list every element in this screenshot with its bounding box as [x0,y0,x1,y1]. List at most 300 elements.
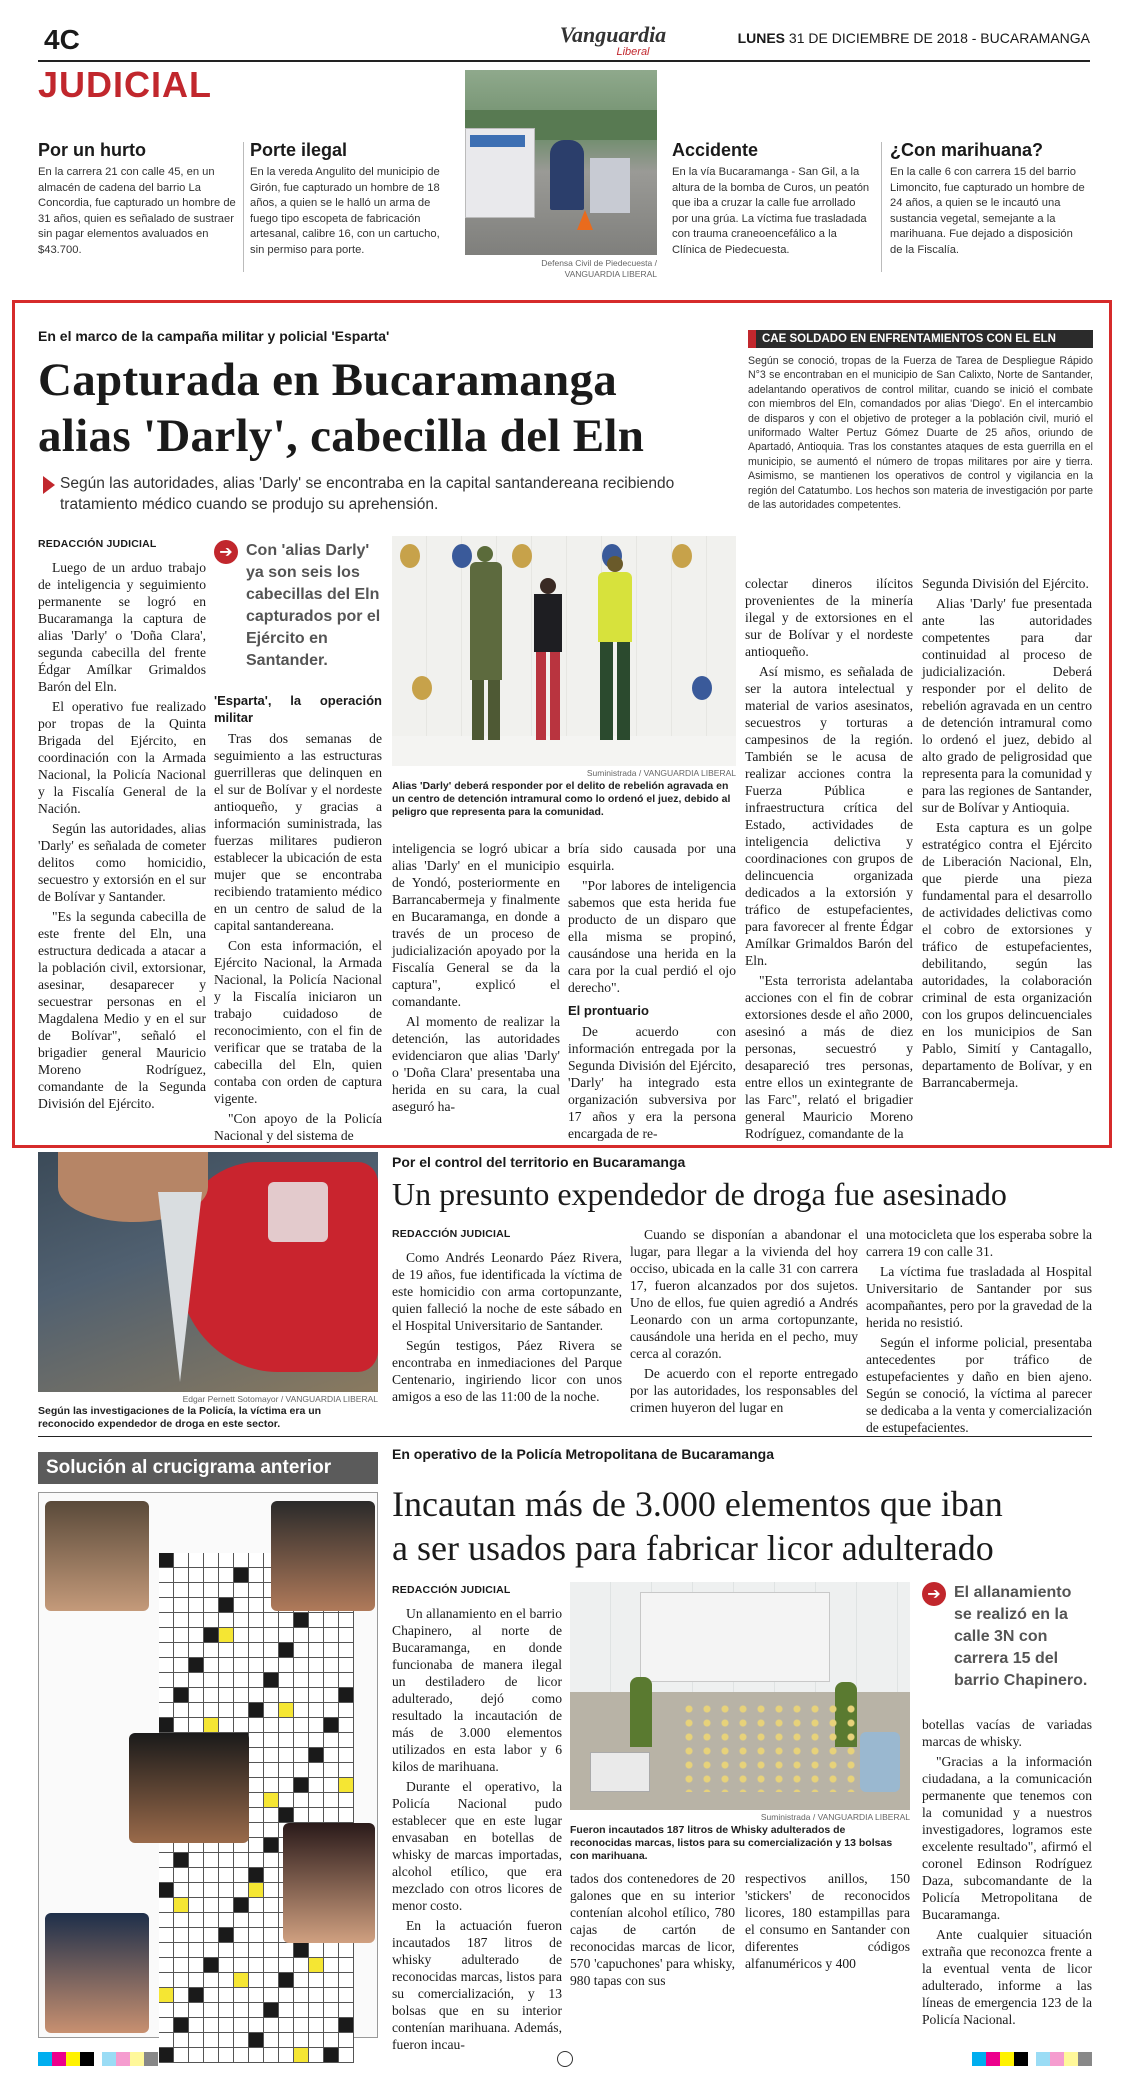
crossword-cell [204,1973,219,1988]
sidebar-body: Según se conoció, tropas de la Fuerza de Tarea de Despliegue Rápido N°3 se encontraban en el municipio de San Calixto, Norte de Santander, adelantando operativos de control militar, cuando se inició el combate con miembros del Eln, comandados por alias 'Diego'. En el intercambio de disparos y con el objetivo de proteger a la población civil, murió el uniformado Walter Pertuz Gómez Duarte de 25 años, oriundo de Apartadó, Antioquia. Tras los constantes ataques de esta guerrilla en el municipio, se aumentó el número de tropas militares por aire y tierra. Asimismo, se mantienen los operativos de control y vigilancia en la región del Catatumbo. Los hechos son materia de investigación por parte de las autoridades competentes. [748,355,1093,512]
crossword-cell [204,1943,219,1958]
crossword-cell [294,1808,309,1823]
crossword-cell [249,1628,264,1643]
main-kicker: En el marco de la campaña militar y policial 'Esparta' [38,328,390,344]
crossword-cell [324,1628,339,1643]
crossword-cell [219,1868,234,1883]
paragraph: Según las autoridades, alias 'Darly' es señalada de cometer delitos como homicidio, secuestro y extorsión en el sur de Bolívar y Santander. [38,821,206,904]
crossword-cell [339,2003,354,2018]
crossword-cell [219,2003,234,2018]
crossword-cell [279,2003,294,2018]
crossword-cell [219,1988,234,2003]
paragraph: El operativo fue realizado por tropas de la Quinta Brigada del Ejército, en coordinación con la Armada Nacional, la Policía Nacional y la Fiscalía General de la Nación. [38,699,206,816]
paragraph: respectivos anillos, 150 'stickers' de reconocidos licores, 180 estampillas para el consumo en Santander con diferentes códigos alfanuméricos y 400 [745,1871,910,1971]
crossword-cell [159,1973,174,1988]
crossword-cell [189,2033,204,2048]
crossword-cell [294,1613,309,1628]
crossword-cell [204,1703,219,1718]
crossword-cell [219,1643,234,1658]
crossword-cell [294,1748,309,1763]
crossword-cell [234,1553,249,1568]
crossword-cell [204,1883,219,1898]
crossword-solution [38,1492,378,2038]
crossword-cell [264,1868,279,1883]
crossword-cell [324,1673,339,1688]
crossword-cell [264,1658,279,1673]
page-date [738,30,1090,46]
crossword-cell [264,1748,279,1763]
crossword-cell [309,1673,324,1688]
story2-column-2 [630,1226,858,1426]
crossword-cell [264,1628,279,1643]
crossword-cell [294,1628,309,1643]
crossword-cell [219,1853,234,1868]
crossword-cell [159,1613,174,1628]
crossword-cell [324,1613,339,1628]
crossword-cell [294,1988,309,2003]
crossword-cell [204,2018,219,2033]
crossword-cell [264,1703,279,1718]
seizure-photo [570,1582,910,1810]
crossword-cell [219,2018,234,2033]
crossword-cell [264,1928,279,1943]
paragraph: Como Andrés Leonardo Páez Rivera, de 19 años, fue identificada la víctima de este homicidio con arma cortopunzante, quien falleció la noche de este sábado en el Hospital Universitario de Santander. [392,1250,622,1333]
crossword-cell [279,1808,294,1823]
crossword-title: Solución al crucigrama anterior [38,1452,378,1484]
crossword-cell [219,1553,234,1568]
crossword-cell [324,1748,339,1763]
knife-photo-credit: Edgar Pernett Sotomayor / VANGUARDIA LIBERAL [182,1394,378,1404]
crossword-cell [339,1673,354,1688]
paragraph: De acuerdo con información entregada por la Segunda División del Ejército, 'Darly' ha integrado esta organización subversiva por 17 años y era la persona encargada de re- [568,1024,736,1141]
story3-column-4 [922,1716,1092,2032]
crossword-cell [264,1973,279,1988]
seizure-photo-credit: Suministrada / VANGUARDIA LIBERAL [760,1812,910,1822]
crossword-cell [159,1583,174,1598]
paragraph: una motocicleta que los esperaba sobre la carrera 19 con calle 31. [866,1227,1092,1259]
crossword-cell [219,1883,234,1898]
crossword-cell [249,1898,264,1913]
crossword-cell [204,1958,219,1973]
crossword-cell [219,1898,234,1913]
crossword-cell [159,1853,174,1868]
crossword-cell [339,1688,354,1703]
portrait [45,1501,149,1611]
crossword-cell [339,1778,354,1793]
crossword-cell [234,2018,249,2033]
crossword-cell [339,1748,354,1763]
crossword-cell [294,1673,309,1688]
crossword-cell [204,1628,219,1643]
crossword-cell [294,1658,309,1673]
crossword-cell [219,1568,234,1583]
crossword-cell [174,1643,189,1658]
crossword-cell [189,1868,204,1883]
crossword-cell [159,1928,174,1943]
sidebar-title [748,330,1093,348]
crossword-cell [234,1958,249,1973]
crossword-cell [234,1988,249,2003]
main-photo-credit: Suministrada / VANGUARDIA LIBERAL [586,768,736,778]
crossword-cell [264,1838,279,1853]
crossword-cell [249,1883,264,1898]
crossword-cell [219,1718,234,1733]
subhead-prontuario: El prontuario [568,1003,649,1018]
crossword-cell [189,1958,204,1973]
crossword-cell [234,1913,249,1928]
crossword-cell [264,1988,279,2003]
crossword-cell [189,1718,204,1733]
crossword-cell [249,1808,264,1823]
crossword-cell [279,2018,294,2033]
deck-marker-icon [43,476,55,494]
crossword-cell [279,1988,294,2003]
crossword-cell [249,1688,264,1703]
crossword-cell [309,1748,324,1763]
crossword-cell [159,1703,174,1718]
crossword-cell [174,1988,189,2003]
crossword-cell [159,1913,174,1928]
crossword-cell [324,1793,339,1808]
crossword-cell [339,1718,354,1733]
crossword-cell [249,1868,264,1883]
main-column-3 [392,840,560,1140]
crossword-cell [189,1613,204,1628]
paragraph: Alias 'Darly' fue presentada ante las autoridades competentes para dar continuidad al proceso de judicialización. Deberá responder por el delito de rebelión agravada en un centro de detención intramural como lo ordenó el juez, debido al alto grado de peligrosidad que representa para la comunidad y para las regiones de Santander, sur de Bolívar y Antioquia. [922,596,1092,815]
crossword-cell [204,1583,219,1598]
paragraph: "Es la segunda cabecilla de este frente del Eln, una estructura dedicada a atacar a la población civil, extorsionar, asesinar, desaparecer y secuestrar personas en el Magdalena Medio y en el sur de Bolívar", señaló el brigadier general Mauricio Moreno Rodríguez, comandante de la Segunda División del Ejército. [38,909,206,1111]
crossword-cell [264,2003,279,2018]
story3-pull-quote [922,1582,1092,1692]
crossword-cell [174,1703,189,1718]
crossword-cell [294,2003,309,2018]
story3-column-3 [745,1870,910,2030]
crossword-cell [339,1763,354,1778]
crossword-cell [309,1988,324,2003]
brief-title: ¿Con marihuana? [890,140,1044,160]
crossword-cell [219,2033,234,2048]
page-number: 4C [44,24,80,55]
arrow-right-icon: ➔ [922,1582,946,1606]
crossword-cell [339,1643,354,1658]
crossword-cell [219,1613,234,1628]
crossword-cell [309,1793,324,1808]
sidebar-title-text: CAE SOLDADO EN ENFRENTAMIENTOS CON EL ELN [762,333,1056,345]
story3-headline-line2: a ser usados para fabricar licor adulterado [392,1528,994,1568]
crossword-cell [234,1928,249,1943]
crossword-cell [309,1628,324,1643]
crossword-cell [279,1703,294,1718]
crossword-cell [324,2018,339,2033]
main-byline: REDACCIÓN JUDICIAL [38,538,157,550]
crossword-cell [294,1958,309,1973]
crossword-cell [234,1658,249,1673]
paragraph: Tras dos semanas de seguimiento a las estructuras guerrilleras que delinquen en el sur de Bolívar y el nordeste antioqueño, y gracias a información suministrada, las fuerzas militares pudieron establecer la ubicación de esta mujer que se encontraba recibiendo tratamiento médico en un centro de salud de la capital santandereana. [214,731,382,933]
crossword-cell [279,1973,294,1988]
crossword-cell [309,1658,324,1673]
crossword-cell [339,1973,354,1988]
crossword-cell [294,2018,309,2033]
paragraph: Segunda División del Ejército. [922,576,1089,591]
crossword-cell [294,1643,309,1658]
crossword-cell [264,1808,279,1823]
crossword-cell [159,1643,174,1658]
crossword-cell [264,1733,279,1748]
crossword-cell [309,2033,324,2048]
crossword-cell [234,1688,249,1703]
crossword-cell [174,1598,189,1613]
crossword-cell [279,1643,294,1658]
crossword-cell [234,1973,249,1988]
crossword-cell [264,1898,279,1913]
crossword-cell [204,2003,219,2018]
crossword-cell [339,1658,354,1673]
story2-column-1 [392,1226,622,1426]
crossword-cell [339,2033,354,2048]
crossword-cell [159,1568,174,1583]
crossword-cell [234,1868,249,1883]
crossword-cell [189,1658,204,1673]
crossword-cell [249,1673,264,1688]
date-rest: 31 DE DICIEMBRE DE 2018 - BUCARAMANGA [788,30,1090,46]
crossword-cell [279,1613,294,1628]
crossword-cell [249,1793,264,1808]
crossword-cell [234,1598,249,1613]
crossword-cell [294,1703,309,1718]
crossword-cell [189,1973,204,1988]
crossword-cell [264,1913,279,1928]
deck-text: Según las autoridades, alias 'Darly' se encontraba en la capital santandereana recibiendo tratamiento médico cuando se produjo su aprehensión. [60,475,675,513]
crossword-cell [264,1823,279,1838]
page-header [38,22,1090,62]
logo-name: Vanguardia [559,22,667,47]
story3-column-2 [570,1870,735,2030]
portrait [45,1913,149,2033]
seizure-photo-caption: Fueron incautados 187 litros de Whisky adulterados de reconocidas marcas, listos para su comercialización y 13 bolsas con marihuana. [570,1824,893,1862]
crossword-cell [204,1643,219,1658]
crossword-cell [339,1628,354,1643]
crossword-cell [234,1643,249,1658]
paragraph: En la actuación fueron incautados 187 litros de whisky adulterado de reconocidas marcas, listos para su comercialización, y 13 bolsas que en su interior contenían marihuana. Además, fueron incau- [392,1918,562,2052]
paragraph: La víctima fue trasladada al Hospital Universitario de Santander por sus acompañantes, pero por la gravedad de la herida no resistió. [866,1264,1092,1330]
knife-photo-caption: Según las investigaciones de la Policía, la víctima era un reconocido expendedor de droga en este sector. [38,1405,322,1430]
crossword-cell [204,1898,219,1913]
crossword-cell [159,1958,174,1973]
brief-title: Por un hurto [38,140,146,160]
crossword-cell [159,1988,174,2003]
crossword-cell [309,1808,324,1823]
crossword-cell [249,1973,264,1988]
brief-title: Porte ilegal [250,140,348,160]
crossword-cell [279,2033,294,2048]
subhead-esparta: 'Esparta', la operación militar [214,693,382,725]
crossword-cell [294,1793,309,1808]
crossword-cell [204,1913,219,1928]
crossword-cell [219,1943,234,1958]
crossword-cell [159,1553,174,1568]
crossword-cell [249,2018,264,2033]
crossword-cell [159,2003,174,2018]
crossword-cell [249,1553,264,1568]
crossword-cell [204,1553,219,1568]
brief-accidente [672,140,872,258]
crossword-cell [219,1673,234,1688]
crossword-cell [234,1898,249,1913]
crossword-cell [174,1568,189,1583]
crossword-cell [204,1853,219,1868]
main-column-1 [38,536,206,1136]
crossword-cell [159,2018,174,2033]
crossword-cell [159,1943,174,1958]
paragraph: "Esta terrorista adelantaba acciones con el fin de cobrar extorsiones desde el año 2000, asesinó a más de diez personas, secuestró y desapareció tres personas, entre ellos un exintegrante de las Farc", relató el brigadier general Mauricio Moreno Rodríguez, comandante de la [745,973,913,1141]
crossword-cell [249,1913,264,1928]
crossword-cell [309,1943,324,1958]
crossword-cell [249,1853,264,1868]
paragraph: "Gracias a la información ciudadana, a la comunicación permanente que tenemos con la comunidad y a nuestros investigadores, logramos este excelente resultado", afirmó el coronel Edinson Rodríguez Daza, subcomandante de la Policía Metropolitana de Bucaramanga. [922,1754,1092,1922]
crossword-cell [189,1883,204,1898]
brief-hurto [38,140,238,258]
crossword-cell [219,1658,234,1673]
brief-body: En la carrera 21 con calle 45, en un almacén de cadena del barrio La Concordia, fue capturado un hombre de 31 años, quien es señalado de sustraer sin pagar elementos avaluados en $43.700. [38,166,236,256]
crossword-cell [324,1703,339,1718]
crossword-cell [249,1613,264,1628]
crossword-cell [249,1823,264,1838]
main-photo [392,536,736,766]
logo-sub: Liberal [616,46,650,58]
crossword-cell [324,1763,339,1778]
crossword-cell [324,1658,339,1673]
crossword-cell [159,2033,174,2048]
crossword-cell [249,1778,264,1793]
main-photo-caption: Alias 'Darly' deberá responder por el delito de rebelión agravada en un centro de detención intramural como lo ordenó el juez, debido al peligro que representa para la comunidad. [392,780,731,818]
crossword-cell [264,1613,279,1628]
crossword-cell [189,2018,204,2033]
crossword-cell [279,1688,294,1703]
crossword-cell [204,1988,219,2003]
brief-body: En la vereda Angulito del municipio de Girón, fue capturado un hombre de 18 años, a quien se le halló un arma de fuego tipo escopeta de fabricación artesanal, calibre 16, con un cartucho, sin permiso para porte. [250,166,440,256]
crossword-cell [324,1943,339,1958]
crossword-cell [309,1733,324,1748]
crossword-cell [279,1763,294,1778]
crossword-cell [219,1928,234,1943]
crossword-cell [204,2033,219,2048]
crossword-cell [309,1688,324,1703]
crossword-cell [309,1763,324,1778]
paragraph: Con esta información, el Ejército Nacional, la Armada Nacional, la Policía Nacional y la Fiscalía iniciaron un trabajo cuidadoso de reconocimiento, con el fin de verificar que se trataba de la cabecilla del Eln, quien contaba con orden de captura vigente. [214,938,382,1106]
brief-divider [881,142,882,272]
print-color-bar [38,2050,1092,2068]
crossword-cell [219,1958,234,1973]
crossword-cell [159,1718,174,1733]
portrait [129,1733,249,1843]
crossword-cell [219,1913,234,1928]
crossword-cell [219,1688,234,1703]
crossword-cell [159,1688,174,1703]
crossword-cell [219,1973,234,1988]
crossword-cell [174,1718,189,1733]
crossword-cell [219,1703,234,1718]
crossword-cell [324,1733,339,1748]
crossword-cell [189,2003,204,2018]
main-headline-line1: Capturada en Bucaramanga [38,354,618,406]
crossword-cell [324,1778,339,1793]
crossword-cell [189,1853,204,1868]
crossword-cell [174,1613,189,1628]
crossword-cell [264,1883,279,1898]
crossword-cell [279,1958,294,1973]
story3-byline: REDACCIÓN JUDICIAL [392,1584,511,1596]
crossword-cell [309,2018,324,2033]
crossword-cell [339,1613,354,1628]
crossword-cell [249,2033,264,2048]
crossword-cell [279,1673,294,1688]
paragraph: Durante el operativo, la Policía Nacional pudo establecer que en este lugar envasaban en botellas de whisky de marcas importadas, alcohol etílico, que era mezclado con otros licores de menor costo. [392,1779,562,1913]
main-deck [38,473,738,515]
crossword-cell [189,1898,204,1913]
paragraph: Cuando se disponían a abandonar el lugar, para llegar a la vivienda del hoy occiso, ubicada en la calle 31 con carrera 17, fueron alcanzados por dos sujetos. Uno de ellos, fue quien agredió a Andrés Leonardo con un arma cortopunzante, causándole una herida en el pecho, muy cerca al corazón. [630,1227,858,1361]
brief-divider [243,142,244,272]
crossword-cell [174,1673,189,1688]
crossword-cell [294,1943,309,1958]
crossword-cell [189,1628,204,1643]
crossword-cell [219,1628,234,1643]
crossword-cell [249,1763,264,1778]
crossword-cell [219,1598,234,1613]
crossword-cell [294,1778,309,1793]
crossword-cell [279,1778,294,1793]
crossword-cell [174,1628,189,1643]
crossword-cell [264,1673,279,1688]
crossword-cell [324,1973,339,1988]
crossword-cell [294,1688,309,1703]
story3-column-1 [392,1582,562,2052]
crossword-cell [159,1598,174,1613]
crossword-cell [294,1973,309,1988]
crossword-cell [309,1703,324,1718]
crossword-cell [174,1913,189,1928]
crossword-cell [264,1643,279,1658]
paragraph: Así mismo, es señalada de ser la autora intelectual y material de varios asesinatos, secuestros y torturas a campesinos de la región. También se le acusa de realizar acciones contra la Fuerza Pública e infraestructura crítica del Estado, actividades de inteligencia delictiva y coordinaciones con grupos de delincuencia organizada dedicados a la extorsión y tráfico de estupefacientes, para favorecer al frente Édgar Amílkar Grimaldos Barón del Eln. [745,664,913,968]
crossword-cell [189,1988,204,2003]
crossword-cell [264,1958,279,1973]
brief-porte [250,140,450,258]
paragraph: Al momento de realizar la detención, las autoridades evidenciaron que alias 'Darly' o 'Doña Clara' presentaba una herida en su cara, la cual aseguró ha- [392,1014,560,1114]
crossword-cell [174,2003,189,2018]
crossword-cell [159,1673,174,1688]
crossword-cell [249,1943,264,1958]
newspaper-logo [538,24,688,58]
paragraph: Luego de un arduo trabajo de inteligencia y seguimiento permanente se logró en Bucaramanga la captura de alias 'Darly' o 'Doña Clara', segunda cabecilla del frente Édgar Amílkar Grimaldos Barón del Eln. [38,560,206,694]
story2-byline: REDACCIÓN JUDICIAL [392,1228,511,1240]
pull-quote-text: Con 'alias Darly' ya son seis los cabecillas del Eln capturados por el Ejército en Santander. [246,542,381,669]
crossword-cell [309,1778,324,1793]
brief-body: En la vía Bucaramanga - San Gil, a la altura de la bomba de Curos, un peatón que iba a cruzar la calle fue arrollado por una grúa. La víctima fue trasladada con trauma craneoencefálico a la Clínica de Piedecuesta. [672,166,870,256]
paragraph: tados dos contenedores de 20 galones que en su interior contenían alcohol etílico, 780 cajas de cartón de reconocidas marcas de licor, 570 'capuchones' para whisky, 980 tapas con sus [570,1871,735,1988]
main-headline-line2: alias 'Darly', cabecilla del Eln [38,410,645,462]
brief-body: En la calle 6 con carrera 15 del barrio Limoncito, fue capturado un hombre de 24 años, a quien se le incautó una sustancia vegetal, semejante a la marihuana. Fue dejado a disposición de la Fiscalía. [890,166,1085,256]
paragraph: "Por labores de inteligencia sabemos que esta herida fue producto de un disparo que ella misma se propinó, causándose una herida en la cara por la cual perdió el ojo derecho". [568,878,736,995]
crossword-cell [279,1748,294,1763]
crossword-cell [189,1913,204,1928]
crossword-cell [174,2018,189,2033]
crossword-cell [174,1928,189,1943]
crossword-cell [309,1643,324,1658]
crossword-cell [249,1583,264,1598]
main-column-2 [214,692,382,1143]
pull-quote-text: El allanamiento se realizó en la calle 3N con carrera 15 del barrio Chapinero. [954,1584,1088,1689]
crossword-cell [339,1733,354,1748]
story2-kicker: Por el control del territorio en Bucaramanga [392,1154,686,1170]
